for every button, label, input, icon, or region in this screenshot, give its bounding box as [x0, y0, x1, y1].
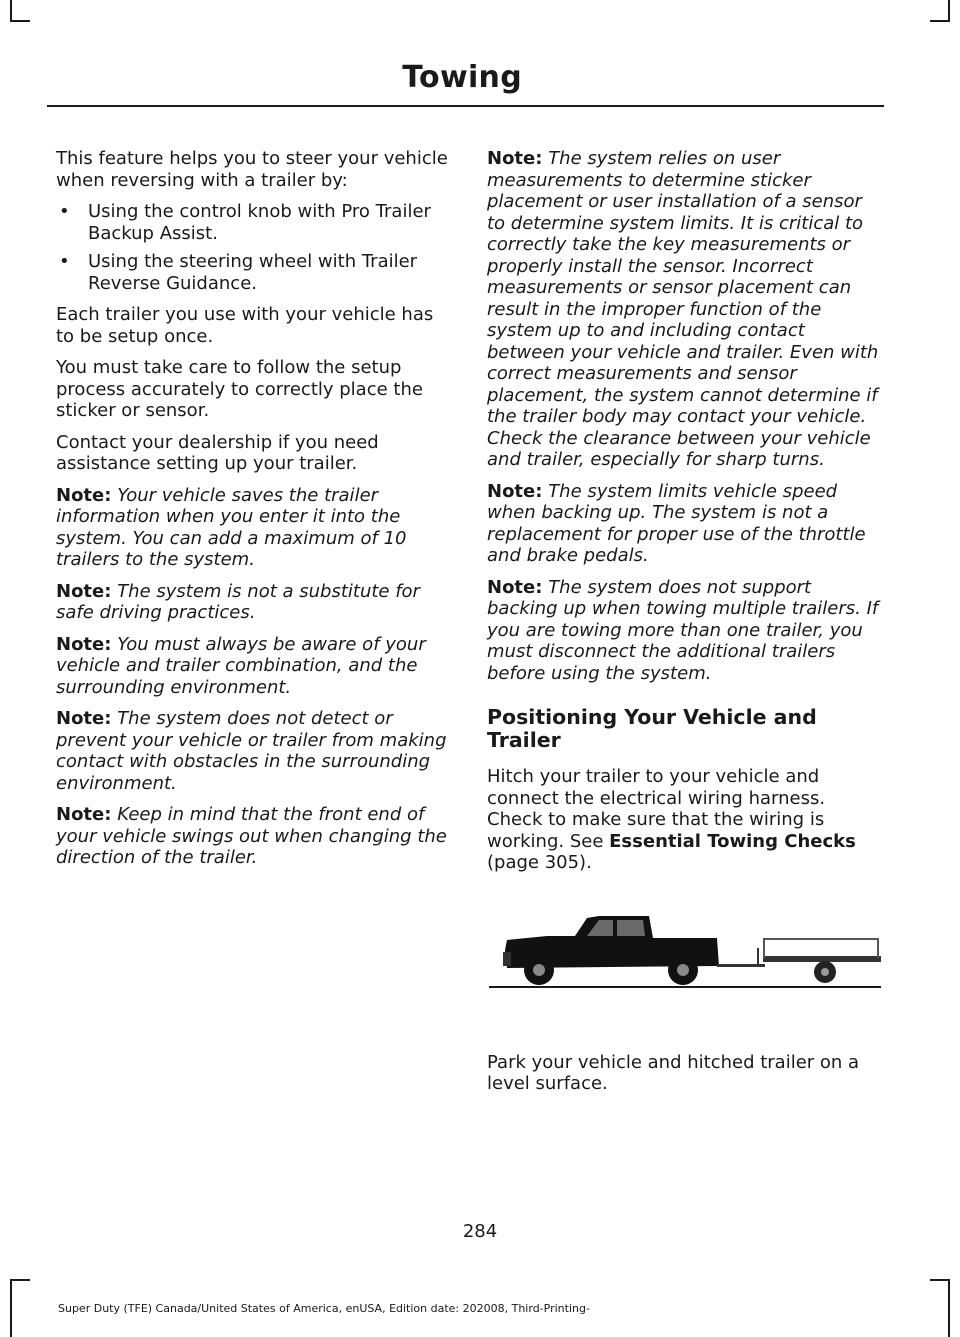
section-heading: Positioning Your Vehicle and Trailer: [487, 705, 817, 752]
crop-mark: [930, 1279, 950, 1281]
crop-mark: [10, 20, 30, 22]
left-column: [56, 148, 451, 879]
note-text: The system does not support backing up when towing multiple trailers. If you are towing more than one trailer, you must disconnect the additional trailers before using the system.: [487, 576, 879, 684]
park-paragraph: Park your vehicle and hitched trailer on a level surface.: [487, 1051, 860, 1094]
note-text: Your vehicle saves the trailer information when you enter it into the system. You can add a maximum of 10 trailers to the system.: [56, 484, 407, 570]
note-text: Keep in mind that the front end of your vehicle swings out when changing the direction of the trailer.: [56, 804, 447, 868]
list-item: • Using the steering wheel with Trailer Reverse Guidance.: [59, 251, 418, 294]
pickup-with-trailer-image: [487, 892, 882, 1000]
crop-mark: [948, 0, 950, 20]
dealer-paragraph: Contact your dealership if you need assistance setting up your trailer.: [56, 431, 379, 474]
bullet-icon: •: [59, 251, 70, 272]
feature-list: [56, 201, 451, 294]
note-label: Note:: [487, 480, 543, 502]
note-text: The system does not detect or prevent your vehicle or trailer from making contact with obstacles in the surrounding environment.: [56, 708, 447, 794]
note-label: Note:: [487, 576, 543, 598]
crop-mark: [10, 1279, 12, 1337]
intro-paragraph: This feature helps you to steer your vehicle when reversing with a trailer by:: [56, 148, 448, 191]
note-label: Note:: [56, 708, 112, 729]
crop-mark: [930, 20, 950, 22]
truck-and-trailer-illustration: [487, 892, 885, 1000]
note: [487, 148, 885, 471]
note: [487, 577, 885, 685]
note: [56, 708, 451, 794]
cross-reference-link[interactable]: Essential Towing Checks: [609, 830, 856, 852]
note-text: The system limits vehicle speed when backing up. The system is not a replacement for proper use of the throttle and brake pedals.: [487, 480, 866, 566]
setup-paragraph: Each trailer you use with your vehicle has to be setup once.: [56, 304, 434, 347]
crop-mark: [10, 0, 12, 20]
crop-mark: [10, 1279, 30, 1281]
note: [56, 804, 451, 869]
page-number: 284: [462, 1221, 498, 1242]
note-label: Note:: [56, 484, 112, 506]
note-label: Note:: [56, 633, 112, 655]
note: [56, 634, 451, 699]
crop-mark: [948, 1279, 950, 1337]
footer-edition-info: Super Duty (TFE) Canada/United States of America, enUSA, Edition date: 202008, Third-Printing-: [58, 1302, 590, 1315]
note-label: Note:: [56, 804, 112, 825]
page-title: Towing: [402, 60, 522, 95]
note-text: The system relies on user measurements to determine sticker placement or user installation of a sensor to determine system limits. It is critical to correctly take the key measurements or properly install the sensor. Incorrect measurements or sensor placement can result in the improper function of the system up to and including contact between your vehicle and trailer. Even with correct measurements and sensor placement, the system cannot determine if the trailer body may contact your vehicle. Check the clearance between your vehicle and trailer, especially for sharp turns.: [487, 148, 879, 470]
note-text: The system is not a substitute for safe driving practices.: [56, 580, 420, 623]
note-text: You must always be aware of your vehicle and trailer combination, and the surrounding environment.: [56, 633, 426, 698]
care-paragraph: You must take care to follow the setup process accurately to correctly place the sticker or sensor.: [56, 357, 423, 421]
note-label: Note:: [56, 580, 112, 602]
hitch-paragraph: Hitch your trailer to your vehicle and connect the electrical wiring harness. Check to make sure that the wiring is working. See Essential Towing Checks (page 305).: [487, 766, 856, 873]
list-item: • Using the control knob with Pro Trailer Backup Assist.: [59, 201, 431, 244]
note: [56, 485, 451, 571]
right-column: [487, 148, 885, 1105]
bullet-icon: •: [59, 201, 70, 222]
note: [487, 481, 885, 567]
note: [56, 581, 451, 624]
header-rule: [47, 105, 884, 107]
note-label: Note:: [487, 148, 543, 169]
